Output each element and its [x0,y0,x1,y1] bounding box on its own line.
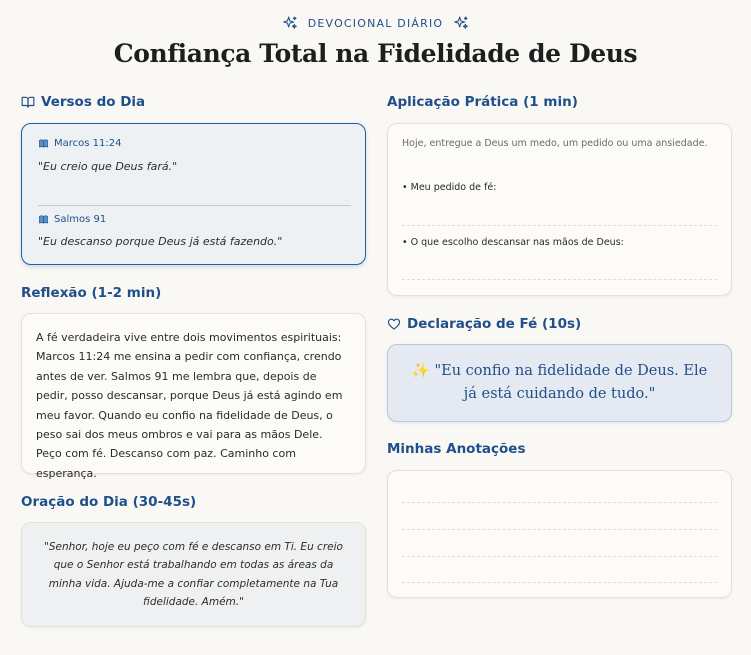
declaration-text [388,345,731,406]
verse-reference [38,138,121,149]
verses-card [21,123,366,265]
verse-text: "Eu creio que Deus fará." [38,160,178,173]
notes-line[interactable] [402,582,717,583]
eyebrow-label: DEVOCIONAL DIÁRIO [307,16,444,30]
sparkle-emoji-icon: ✨ [411,363,430,379]
eyebrow [0,12,751,34]
verse-divider [38,205,351,206]
reflection-card [21,313,366,480]
declaration-heading-label: Declaração de Fé (10s) [407,316,582,332]
notes-line[interactable] [402,529,717,530]
verses-heading [21,94,145,110]
faith-request-label: • Meu pedido de fé: [402,182,497,193]
verse-text: "Eu descanso porque Deus já está fazendo." [38,235,283,248]
notes-heading: Minhas Anotações [387,441,526,457]
open-book-icon [21,95,35,109]
page-header [0,12,751,68]
book-icon [38,214,49,225]
page-title: Confiança Total na Fidelidade de Deus [113,39,638,68]
faith-request-input[interactable] [402,225,717,226]
application-card [387,123,732,296]
verses-heading-label: Versos do Dia [41,94,146,110]
declaration-card [387,344,732,422]
reflection-heading: Reflexão (1-2 min) [21,285,162,301]
notes-card[interactable] [387,470,732,598]
reflection-text: A fé verdadeira vive entre dois movimentos espirituais: Marcos 11:24 me ensina a pedir com confiança, crendo antes de ver. Salmos 91 me lembra que, depois de pedir, posso descansar, porque Deus já está agindo em meu favor. Quando eu confio na fidelidade de Deus, o peso sai dos meus ombros e vai para as mãos Dele. Peço com fé. Descanso com paz. Caminho com esperança. [36,331,343,480]
verse-reference [38,214,106,225]
rest-choice-input[interactable] [402,279,717,280]
declaration-quote: "Eu confio na fidelidade de Deus. Ele já está cuidando de tudo." [434,363,708,402]
application-heading: Aplicação Prática (1 min) [387,94,578,110]
notes-line[interactable] [402,502,717,503]
sparkle-icon [282,15,298,31]
heart-icon [387,317,401,331]
rest-choice-label: • O que escolho descansar nas mãos de Deus: [402,237,624,248]
prayer-card [21,522,366,627]
book-icon [38,138,49,149]
application-intro: Hoje, entregue a Deus um medo, um pedido ou uma ansiedade. [402,138,708,149]
declaration-heading [387,316,581,332]
verse-reference-label: Marcos 11:24 [54,138,122,149]
prayer-text: "Senhor, hoje eu peço com fé e descanso em Ti. Eu creio que o Senhor está trabalhando em todas as áreas da minha vida. Ajuda-me a confiar completamente na Tua fidelidade. Amém." [44,541,343,609]
prayer-heading: Oração do Dia (30-45s) [21,494,197,510]
notes-line[interactable] [402,556,717,557]
sparkle-icon [453,15,469,31]
verse-reference-label: Salmos 91 [54,214,107,225]
